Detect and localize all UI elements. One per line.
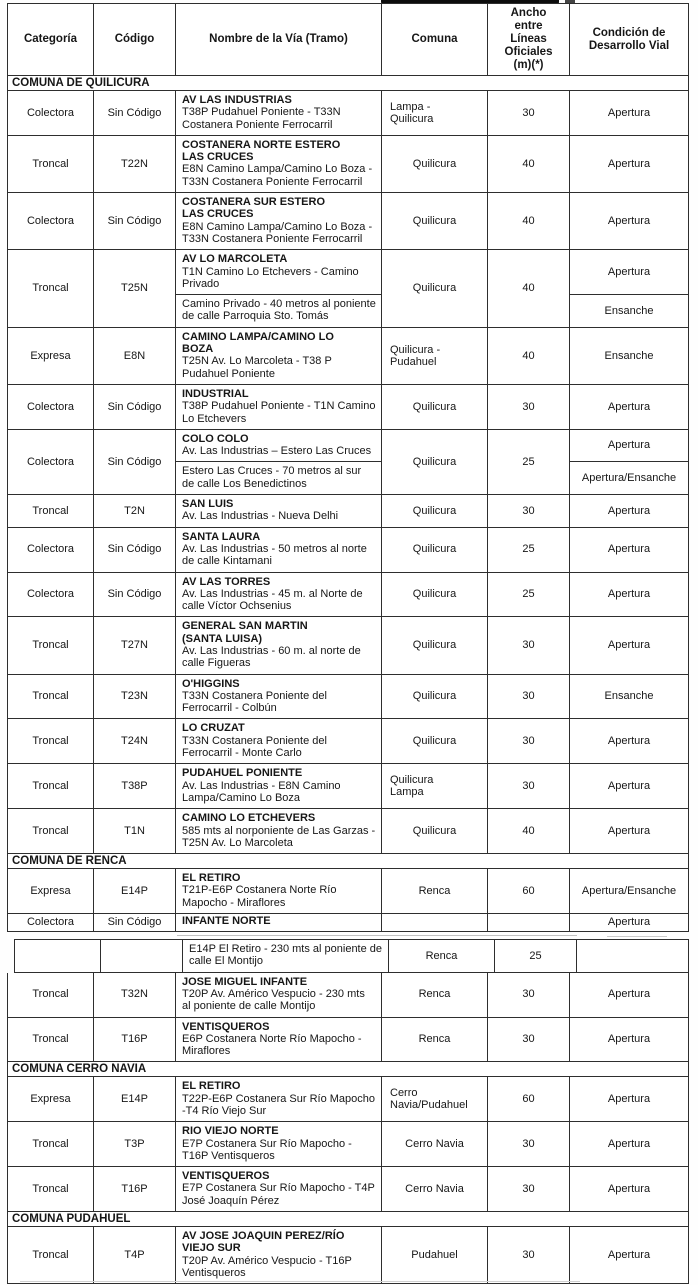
cell-comuna: Quilicura bbox=[382, 385, 488, 429]
via-name: COSTANERA NORTE ESTERO LAS CRUCES bbox=[182, 138, 341, 164]
cell-ancho: 30 bbox=[488, 1018, 570, 1062]
cell-ancho: 30 bbox=[488, 1167, 570, 1211]
table-row bbox=[7, 385, 689, 430]
cell-codigo: T25N bbox=[94, 250, 176, 326]
cell-condicion: Apertura bbox=[607, 215, 651, 228]
cell-condicion: Apertura bbox=[607, 504, 651, 517]
cell-condicion: Apertura bbox=[607, 1182, 651, 1195]
section-title: COMUNA PUDAHUEL bbox=[12, 1213, 131, 1226]
cell-comuna: Cerro Navia bbox=[382, 1167, 488, 1211]
cell-via bbox=[176, 528, 382, 572]
via-name: LO CRUZAT bbox=[182, 722, 245, 735]
cell-ancho: 30 bbox=[488, 973, 570, 1017]
cell-codigo: T4P bbox=[94, 1227, 176, 1283]
cell-via bbox=[176, 385, 382, 429]
cell-ancho: 40 bbox=[488, 136, 570, 192]
cell-codigo bbox=[101, 940, 183, 972]
cell-comuna: Quilicura bbox=[382, 136, 488, 192]
via-tramo: Av. Las Industrias - Nueva Delhi bbox=[182, 510, 339, 523]
column-header: Categoría bbox=[8, 4, 94, 75]
table-row bbox=[7, 528, 689, 573]
cell-ancho: 40 bbox=[488, 193, 570, 249]
via-tramo: Estero Las Cruces - 70 metros al sur de calle Los Benedictinos bbox=[182, 465, 362, 490]
via-tramo: Av. Las Industrias – Estero Las Cruces bbox=[182, 445, 372, 458]
cell-condicion: Apertura bbox=[607, 780, 651, 793]
cell-ancho: 30 bbox=[488, 617, 570, 673]
via-name: SANTA LAURA bbox=[182, 530, 261, 543]
section-title: COMUNA DE QUILICURA bbox=[12, 77, 150, 89]
cell-condicion: Apertura bbox=[607, 1249, 651, 1262]
cell-condicion: Apertura bbox=[607, 1093, 651, 1106]
cell-comuna: Quilicura bbox=[382, 193, 488, 249]
table-row bbox=[14, 939, 689, 973]
table-row bbox=[7, 869, 689, 914]
via-tramo: T25N Av. Lo Marcoleta - T38 P Pudahuel Poniente bbox=[182, 355, 332, 380]
section-header-row bbox=[7, 854, 689, 869]
via-tramo: T1N Camino Lo Etchevers - Camino Privado bbox=[182, 265, 359, 290]
cell-ancho: 30 bbox=[488, 91, 570, 135]
via-tramo: Av. Las Industrias - E8N Camino Lampa/Camino Lo Boza bbox=[182, 779, 341, 804]
cell-via bbox=[176, 250, 382, 294]
cell-via bbox=[176, 294, 382, 327]
table-row bbox=[7, 1122, 689, 1167]
via-name: EL RETIRO bbox=[182, 1080, 241, 1093]
cell-categoria: Colectora bbox=[8, 528, 94, 572]
table-row bbox=[7, 764, 689, 809]
cell-via bbox=[176, 430, 382, 462]
cell-condicion: Apertura bbox=[607, 735, 651, 748]
cell-categoria: Troncal bbox=[8, 1122, 94, 1166]
via-name: COLO COLO bbox=[182, 432, 249, 445]
cell-ancho bbox=[488, 914, 570, 931]
via-tramo: T22P-E6P Costanera Sur Río Mapocho -T4 Río Viejo Sur bbox=[182, 1092, 376, 1117]
cell-ancho: 25 bbox=[488, 528, 570, 572]
table-row bbox=[7, 809, 689, 854]
cell-via bbox=[176, 1227, 382, 1283]
table-row bbox=[7, 914, 689, 932]
cell-comuna: Quilicura bbox=[382, 528, 488, 572]
via-tramo: E8N Camino Lampa/Camino Lo Boza - T33N Costanera Poniente Ferrocarril bbox=[182, 220, 373, 245]
via-tramo: T33N Costanera Poniente del Ferrocarril - Monte Carlo bbox=[182, 734, 327, 760]
cell-categoria: Troncal bbox=[8, 809, 94, 853]
vial-table bbox=[7, 3, 689, 1284]
cell-codigo: Sin Código bbox=[94, 385, 176, 429]
via-name: VENTISQUEROS bbox=[182, 1020, 270, 1033]
cell-codigo: E14P bbox=[94, 869, 176, 913]
table-header-row bbox=[7, 3, 689, 76]
via-name: O'HIGGINS bbox=[182, 677, 240, 690]
via-name: CAMINO LO ETCHEVERS bbox=[182, 812, 316, 825]
cell-comuna: Renca bbox=[382, 973, 488, 1017]
cell-condicion: Apertura bbox=[607, 106, 651, 119]
cell-via bbox=[176, 675, 382, 719]
cell-categoria: Expresa bbox=[8, 1077, 94, 1121]
cell-via bbox=[176, 973, 382, 1017]
via-name: AV JOSE JOAQUIN PEREZ/RÍO VIEJO SUR bbox=[182, 1230, 345, 1255]
cell-comuna bbox=[382, 914, 488, 931]
cell-via bbox=[176, 914, 382, 931]
cell-condicion: Ensanche bbox=[570, 294, 688, 327]
table-row bbox=[7, 573, 689, 618]
cell-condicion bbox=[577, 940, 688, 972]
cell-condicion: Apertura bbox=[607, 266, 651, 279]
table-row bbox=[7, 250, 689, 327]
via-name: INFANTE NORTE bbox=[182, 915, 271, 928]
table-row bbox=[7, 136, 689, 193]
table-row bbox=[7, 1227, 689, 1284]
cell-codigo: Sin Código bbox=[94, 91, 176, 135]
cell-categoria: Colectora bbox=[8, 573, 94, 617]
cell-categoria: Troncal bbox=[8, 1167, 94, 1211]
scan-artifact bbox=[177, 935, 577, 936]
section-header-row bbox=[7, 1212, 689, 1227]
cell-ancho: 30 bbox=[488, 764, 570, 808]
table-row bbox=[7, 973, 689, 1018]
cell-codigo: E8N bbox=[94, 328, 176, 384]
cell-ancho: 25 bbox=[488, 573, 570, 617]
cell-ancho: 30 bbox=[488, 385, 570, 429]
cell-via bbox=[183, 940, 389, 972]
cell-categoria: Troncal bbox=[8, 1227, 94, 1283]
cell-via bbox=[176, 1077, 382, 1121]
cell-via bbox=[176, 136, 382, 192]
via-name: CAMINO LAMPA/CAMINO LO BOZA bbox=[182, 330, 334, 356]
cell-comuna: Quilicura bbox=[382, 809, 488, 853]
cell-codigo: T16P bbox=[94, 1018, 176, 1062]
cell-codigo: T23N bbox=[94, 675, 176, 719]
cell-categoria: Troncal bbox=[8, 617, 94, 673]
cell-codigo: Sin Código bbox=[94, 193, 176, 249]
cell-categoria: Colectora bbox=[8, 385, 94, 429]
via-tramo: Av. Las Industrias - 45 m. al Norte de calle Víctor Ochsenius bbox=[182, 587, 363, 613]
cell-comuna: Quilicura Lampa bbox=[382, 764, 488, 808]
cell-ancho: 25 bbox=[495, 940, 577, 972]
cell-codigo: T32N bbox=[94, 973, 176, 1017]
cell-categoria: Troncal bbox=[8, 136, 94, 192]
via-name: VENTISQUEROS bbox=[182, 1170, 270, 1183]
via-tramo: T33N Costanera Poniente del Ferrocarril - Colbún bbox=[182, 689, 327, 715]
cell-comuna: Quilicura - Pudahuel bbox=[382, 328, 488, 384]
via-tramo: E8N Camino Lampa/Camino Lo Boza - T33N Costanera Poniente Ferrocarril bbox=[182, 163, 373, 188]
via-tramo: T20P Av. Américo Vespucio - T16P Ventisqueros bbox=[182, 1254, 352, 1279]
section-header-row bbox=[7, 76, 689, 91]
cell-comuna: Quilicura bbox=[382, 495, 488, 527]
column-header: Código bbox=[94, 4, 176, 75]
via-name: GENERAL SAN MARTIN (SANTA LUISA) bbox=[182, 620, 308, 645]
cell-comuna: Quilicura bbox=[382, 719, 488, 763]
via-name: COSTANERA SUR ESTERO LAS CRUCES bbox=[182, 196, 326, 221]
cell-via bbox=[176, 573, 382, 617]
cell-condicion: Apertura bbox=[607, 157, 651, 170]
cell-via bbox=[176, 719, 382, 763]
cell-ancho: 30 bbox=[488, 675, 570, 719]
cell-condicion: Apertura bbox=[607, 916, 651, 929]
via-tramo: E7P Costanera Sur Río Mapocho - T16P Ventisqueros bbox=[182, 1137, 352, 1162]
cell-via bbox=[176, 1167, 382, 1211]
via-tramo: Camino Privado - 40 metros al poniente de calle Parroquia Sto. Tomás bbox=[182, 298, 376, 323]
cell-ancho: 30 bbox=[488, 1227, 570, 1283]
cell-codigo: T27N bbox=[94, 617, 176, 673]
cell-categoria: Troncal bbox=[8, 764, 94, 808]
cell-categoria: Colectora bbox=[8, 430, 94, 494]
cell-condicion: Apertura bbox=[607, 400, 651, 413]
page-break-gap bbox=[7, 932, 689, 939]
cell-categoria: Colectora bbox=[8, 193, 94, 249]
cell-ancho: 60 bbox=[488, 1077, 570, 1121]
via-tramo: 585 mts al norponiente de Las Garzas - T25N Av. Lo Marcoleta bbox=[182, 824, 376, 849]
cell-ancho: 40 bbox=[488, 328, 570, 384]
via-tramo: Av. Las Industrias - 50 metros al norte de calle Kintamani bbox=[182, 542, 367, 568]
cell-condicion: Ensanche bbox=[604, 349, 654, 362]
cell-condicion: Apertura bbox=[607, 439, 651, 452]
scan-artifact bbox=[20, 1281, 580, 1282]
via-name: INDUSTRIAL bbox=[182, 387, 249, 400]
cell-via bbox=[176, 869, 382, 913]
column-header: Ancho entre Líneas Oficiales (m)(*) bbox=[488, 4, 570, 75]
cell-comuna: Quilicura bbox=[382, 617, 488, 673]
cell-categoria: Troncal bbox=[8, 250, 94, 326]
cell-comuna: Renca bbox=[389, 940, 495, 972]
cell-comuna: Cerro Navia bbox=[382, 1122, 488, 1166]
column-header: Comuna bbox=[382, 4, 488, 75]
cell-comuna: Cerro Navia/Pudahuel bbox=[382, 1077, 488, 1121]
section-title: COMUNA DE RENCA bbox=[12, 855, 127, 868]
via-name: AV LO MARCOLETA bbox=[182, 253, 288, 266]
cell-categoria: Expresa bbox=[8, 328, 94, 384]
cell-comuna: Quilicura bbox=[382, 675, 488, 719]
via-tramo: E7P Costanera Sur Río Mapocho - T4P José Joaquín Pérez bbox=[182, 1182, 375, 1207]
cell-ancho: 40 bbox=[488, 809, 570, 853]
cell-codigo: T3P bbox=[94, 1122, 176, 1166]
cell-ancho: 60 bbox=[488, 869, 570, 913]
table-row bbox=[7, 1167, 689, 1212]
cell-ancho: 30 bbox=[488, 495, 570, 527]
cell-via bbox=[176, 764, 382, 808]
cell-categoria: Colectora bbox=[8, 91, 94, 135]
cell-categoria: Troncal bbox=[8, 1018, 94, 1062]
cell-via bbox=[176, 328, 382, 384]
via-name: JOSE MIGUEL INFANTE bbox=[182, 975, 308, 988]
cell-codigo: E14P bbox=[94, 1077, 176, 1121]
via-tramo: T38P Pudahuel Poniente - T33N Costanera Poniente Ferrocarril bbox=[182, 106, 341, 131]
cell-comuna: Quilicura bbox=[382, 250, 488, 326]
cell-codigo: Sin Código bbox=[94, 573, 176, 617]
cell-via bbox=[176, 1122, 382, 1166]
cell-condicion: Apertura bbox=[607, 825, 651, 838]
cell-condicion: Apertura/Ensanche bbox=[570, 461, 688, 494]
cell-codigo: Sin Código bbox=[94, 430, 176, 494]
cell-condicion: Apertura bbox=[607, 588, 651, 601]
table-row bbox=[7, 617, 689, 674]
via-tramo: T20P Av. Américo Vespucio - 230 mts al poniente de calle Montijo bbox=[182, 987, 365, 1013]
cell-via bbox=[176, 495, 382, 527]
section-title: COMUNA CERRO NAVIA bbox=[12, 1063, 147, 1076]
via-tramo: T21P-E6P Costanera Norte Río Mapocho - Miraflores bbox=[182, 884, 337, 909]
section-header-row bbox=[7, 1062, 689, 1077]
cell-codigo: T1N bbox=[94, 809, 176, 853]
cell-categoria: Troncal bbox=[8, 973, 94, 1017]
cell-codigo: T38P bbox=[94, 764, 176, 808]
cell-comuna: Lampa - Quilicura bbox=[382, 91, 488, 135]
cell-condicion: Ensanche bbox=[604, 690, 654, 703]
table-row bbox=[7, 1077, 689, 1122]
cell-via bbox=[176, 193, 382, 249]
table-row bbox=[7, 328, 689, 385]
cell-codigo: T22N bbox=[94, 136, 176, 192]
cell-ancho: 25 bbox=[488, 430, 570, 494]
cell-via bbox=[176, 461, 382, 494]
cell-comuna: Renca bbox=[382, 1018, 488, 1062]
cell-comuna: Renca bbox=[382, 869, 488, 913]
cell-categoria: Expresa bbox=[8, 869, 94, 913]
cell-codigo: Sin Código bbox=[94, 528, 176, 572]
cell-categoria: Troncal bbox=[8, 675, 94, 719]
cell-condicion: Apertura bbox=[607, 1138, 651, 1151]
cell-via bbox=[176, 809, 382, 853]
cell-categoria bbox=[15, 940, 101, 972]
scan-artifact bbox=[607, 936, 667, 937]
cell-categoria: Troncal bbox=[8, 495, 94, 527]
cell-comuna: Quilicura bbox=[382, 430, 488, 494]
table-row bbox=[7, 719, 689, 764]
cell-codigo: T2N bbox=[94, 495, 176, 527]
cell-ancho: 30 bbox=[488, 719, 570, 763]
table-row bbox=[7, 675, 689, 720]
cell-comuna: Quilicura bbox=[382, 573, 488, 617]
cell-ancho: 40 bbox=[488, 250, 570, 326]
table-row bbox=[7, 495, 689, 528]
via-name: RIO VIEJO NORTE bbox=[182, 1125, 279, 1138]
cell-condicion: Apertura bbox=[607, 988, 651, 1001]
cell-codigo: Sin Código bbox=[94, 914, 176, 931]
table-row bbox=[7, 1018, 689, 1063]
cell-via bbox=[176, 91, 382, 135]
cell-categoria: Colectora bbox=[8, 914, 94, 931]
cell-condicion: Apertura/Ensanche bbox=[581, 884, 677, 897]
cell-via bbox=[176, 617, 382, 673]
cell-codigo: T16P bbox=[94, 1167, 176, 1211]
cell-condicion: Apertura bbox=[607, 639, 651, 652]
via-tramo: Av. Las Industrias - 60 m. al norte de calle Figueras bbox=[182, 644, 361, 670]
via-name: AV LAS INDUSTRIAS bbox=[182, 94, 292, 106]
cell-comuna: Pudahuel bbox=[382, 1227, 488, 1283]
via-name: EL RETIRO bbox=[182, 872, 241, 885]
cell-condicion: Apertura bbox=[607, 1033, 651, 1046]
column-header: Condición de Desarrollo Vial bbox=[588, 26, 670, 52]
via-name: SAN LUIS bbox=[182, 498, 234, 511]
table-row bbox=[7, 430, 689, 495]
cell-via bbox=[176, 1018, 382, 1062]
via-name: PUDAHUEL PONIENTE bbox=[182, 767, 303, 780]
table-row bbox=[7, 91, 689, 136]
cell-condicion: Apertura bbox=[607, 543, 651, 556]
cell-categoria: Troncal bbox=[8, 719, 94, 763]
via-name: AV LAS TORRES bbox=[182, 575, 271, 588]
cell-ancho: 30 bbox=[488, 1122, 570, 1166]
via-tramo: T38P Pudahuel Poniente - T1N Camino Lo Etchevers bbox=[182, 400, 376, 425]
via-tramo: E14P El Retiro - 230 mts al poniente de calle El Montijo bbox=[189, 943, 383, 968]
cell-codigo: T24N bbox=[94, 719, 176, 763]
table-row bbox=[7, 193, 689, 250]
via-tramo: E6P Costanera Norte Río Mapocho - Miraflores bbox=[182, 1032, 362, 1058]
column-header: Nombre de la Vía (Tramo) bbox=[176, 4, 382, 75]
